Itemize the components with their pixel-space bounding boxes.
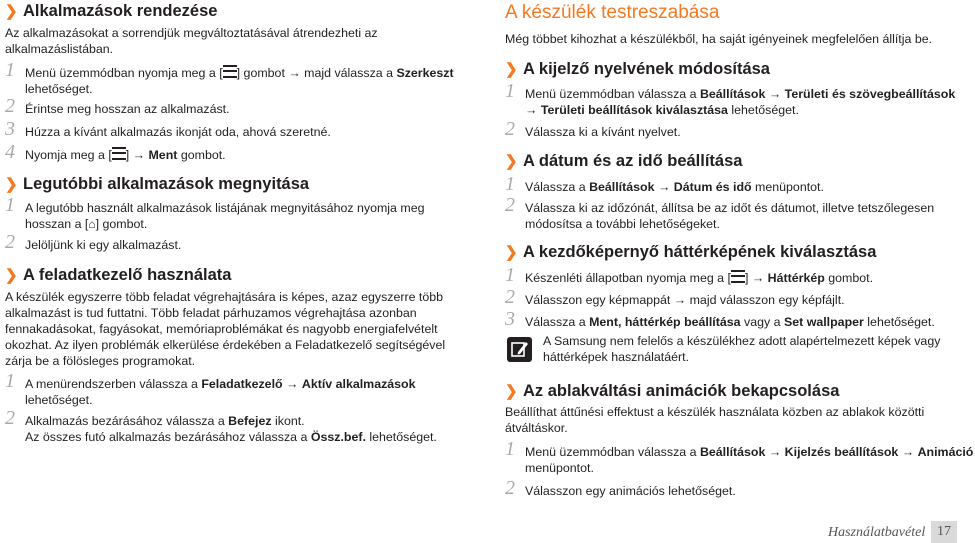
step-number: 1 [5,59,15,81]
page-intro: Még többet kihozhat a készülékből, ha saját igényeinek megfelelően állítja be. [505,32,933,46]
step: 2 Érintse meg hosszan az alkalmazást. [5,95,230,117]
step: 4 Nyomja meg a [ ] → Ment gombot. [5,141,226,163]
section-intro: Beállíthat áttűnési effektust a készülék használata közben az ablakok közötti átváltáskor. [505,405,925,435]
step: 2 Válasszon egy képmappát → majd válasszon egy képfájlt. [505,286,845,308]
step-number: 3 [5,118,15,140]
step-number: 2 [5,407,15,429]
step-number: 2 [5,95,15,117]
chevron-right-icon: ❯ [5,176,18,193]
menu-icon [223,65,237,78]
chevron-right-icon: ❯ [5,3,18,20]
menu-icon [731,270,745,283]
step-number: 1 [5,194,15,216]
home-icon: ⌂ [88,217,96,231]
step-number: 2 [505,194,515,216]
step: 2 Válassza ki a kívánt nyelvet. [505,118,681,140]
step: 1 A legutóbb használt alkalmazások listájának megnyitásához nyomja meg hosszan a [⌂] gombot. [5,194,425,231]
page-number: 17 [931,521,957,543]
step: 1 Válassza a Beállítások → Dátum és idő menüpontot. [505,173,824,195]
section-title-wallpaper: ❯ A kezdőképernyő háttérképének kiválasztása [505,243,877,261]
note-pencil-glyph [507,337,532,362]
step: 2 Válasszon egy animációs lehetőséget. [505,477,736,499]
footer-section-label: Használatbavétel [828,525,926,540]
chevron-right-icon: ❯ [505,61,518,78]
chevron-right-icon: ❯ [505,383,518,400]
step-number: 2 [505,286,515,308]
step: 2 Jelöljünk ki egy alkalmazást. [5,231,182,253]
section-title-animation: ❯ Az ablakváltási animációk bekapcsolása [505,382,840,400]
chevron-right-icon: ❯ [5,267,18,284]
chevron-right-icon: ❯ [505,153,518,170]
step: 1 Menü üzemmódban válassza a Beállítások → Területi és szövegbeállítások → Területi beállítások kiválasztása lehetőséget. [505,80,956,117]
section-title-recent-apps: ❯ Legutóbbi alkalmazások megnyitása [5,175,310,193]
section-intro: A készülék egyszerre több feladat végrehajtására is képes, azaz egyszerre több alkalmazást is tud futtatni. Több feladat párhuzamos végrehajtása azonban fennakadásokat, fagyásokat, memóriaproblémákat és nagyobb energiafelvételt okozhat. Az ilyen problémák elkerülése érdekében a Feladatkezelő segítségével zárja be a fölösleges programokat. [5,290,446,368]
step: 2 Alkalmazás bezárásához válassza a Befejez ikont. Az összes futó alkalmazás bezárásához válassza a Össz.bef. lehetőséget. [5,407,437,444]
step-number: 1 [5,370,15,392]
step-number: 1 [505,264,515,286]
page-title: A készülék testreszabása [505,2,720,23]
note-text: A Samsung nem felelős a készülékhez adott alapértelmezett képek vagy háttérképek használatáért. [543,334,941,364]
section-title-rearrange: ❯ Alkalmazások rendezése [5,2,218,20]
step-number: 2 [5,231,15,253]
step-number: 3 [505,308,515,330]
step: 1 Menü üzemmódban nyomja meg a [ ] gombot → majd válassza a Szerkeszt lehetőséget. [5,59,454,96]
step: 1 Készenléti állapotban nyomja meg a [ ] → Háttérkép gombot. [505,264,874,286]
step-number: 2 [505,477,515,499]
step-number: 1 [505,438,515,460]
section-title-date-time: ❯ A dátum és az idő beállítása [505,152,743,170]
step-number: 4 [5,141,15,163]
section-title-language: ❯ A kijelző nyelvének módosítása [505,60,770,78]
step: 1 A menürendszerben válassza a Feladatkezelő → Aktív alkalmazások lehetőséget. [5,370,416,407]
section-title-task-manager: ❯ A feladatkezelő használata [5,266,232,284]
note-pencil-icon [507,337,532,362]
step: 3 Válassza a Ment, háttérkép beállítása vagy a Set wallpaper lehetőséget. [505,308,935,330]
step-number: 1 [505,80,515,102]
step: 3 Húzza a kívánt alkalmazás ikonját oda, ahová szeretné. [5,118,331,140]
step: 2 Válassza ki az időzónát, állítsa be az időt és dátumot, illetve tetszőlegesen módosítsa a további lehetőségeket. [505,194,935,231]
chevron-right-icon: ❯ [505,244,518,261]
step-number: 2 [505,118,515,140]
section-intro: Az alkalmazásokat a sorrendjük megváltoztatásával átrendezheti az alkalmazáslistában. [5,26,378,56]
menu-icon [112,147,126,160]
step: 1 Menü üzemmódban válassza a Beállítások → Kijelzés beállítások → Animáció menüpontot. [505,438,974,475]
step-number: 1 [505,173,515,195]
